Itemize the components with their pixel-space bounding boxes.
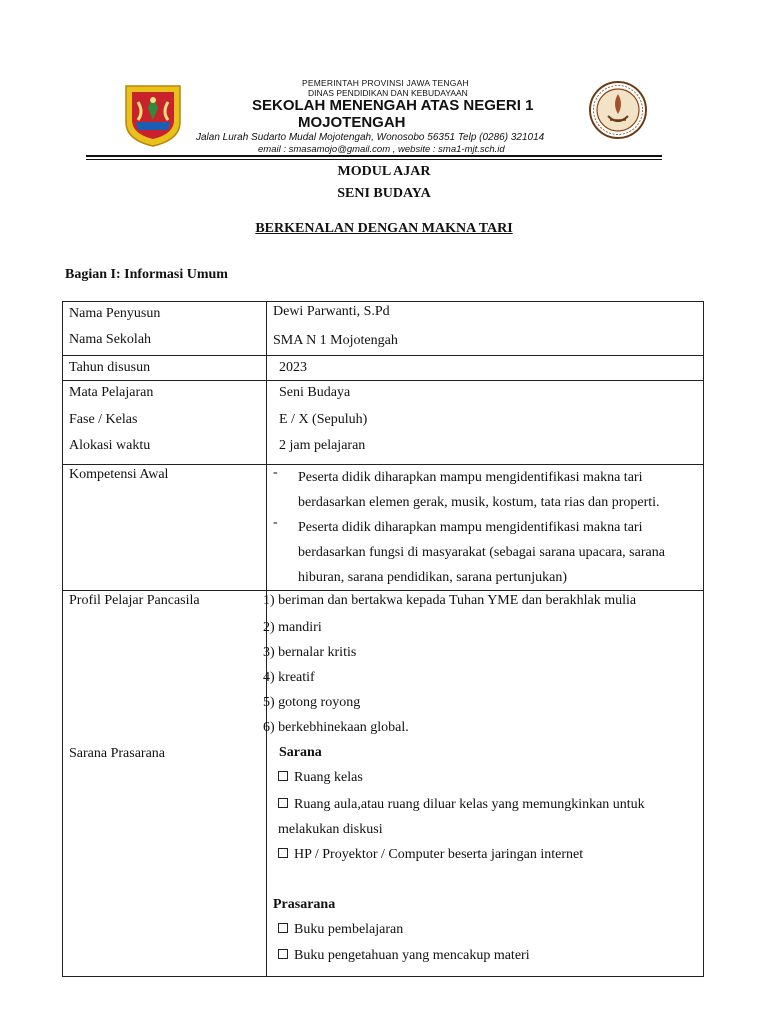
letterhead-government: PEMERINTAH PROVINSI JAWA TENGAH: [302, 78, 469, 88]
table-row: [63, 381, 704, 465]
value-phase-class: E / X (Sepuluh): [279, 411, 368, 427]
sarana-item-1: Ruang kelas: [294, 770, 363, 785]
prasarana-item-2: Buku pengetahuan yang mencakup materi: [294, 947, 530, 963]
label-author: Nama Penyusun: [69, 306, 161, 321]
sarana-item-2: Ruang aula,atau ruang diluar kelas yang memungkinkan untuk melakukan diskusi: [278, 796, 645, 837]
school-emblem-icon: [588, 80, 648, 140]
label-pancasila-profile: Profil Pelajar Pancasila: [69, 593, 200, 608]
letterhead-divider: [86, 155, 662, 157]
checkbox-icon: [278, 848, 288, 858]
sarana-heading: Sarana: [279, 745, 322, 760]
label-year: Tahun disusun: [69, 360, 151, 375]
label-phase-class: Fase / Kelas: [69, 411, 138, 427]
value-subject: Seni Budaya: [279, 385, 351, 400]
profile-item-2: 2) mandiri: [263, 620, 322, 635]
doc-subject: SENI BUDAYA: [337, 186, 431, 201]
list-item: [267, 792, 703, 842]
checkbox-icon: [278, 949, 288, 959]
list-item: [267, 918, 703, 944]
competence-item-1: Peserta didik diharapkan mampu mengidentifikasi makna tari berdasarkan elemen gerak, musik, kostum, tata rias dan properti.: [298, 470, 660, 510]
profile-item-5: 5) gotong royong: [263, 695, 361, 710]
list-item: [267, 843, 703, 869]
profile-item-4: 4) kreatif: [263, 670, 315, 685]
list-item: - Peserta didik diharapkan mampu mengidentifikasi makna tari berdasarkan fungsi di masyarakat (sebagai sarana upacara, sarana hiburan, sarana pendidikan, sarana pertunjukan): [267, 515, 703, 590]
checkbox-icon: [278, 923, 288, 933]
value-author: Dewi Parwanti, S.Pd: [273, 304, 390, 319]
list-item: [267, 944, 703, 970]
table-row: [63, 302, 704, 356]
label-subject: Mata Pelajaran: [69, 385, 154, 400]
label-school: Nama Sekolah: [69, 331, 152, 347]
profile-item-1: 1) beriman dan bertakwa kepada Tuhan YME dan berakhlak mulia: [263, 593, 637, 608]
sarana-item-3: HP / Proyektor / Computer beserta jaringan internet: [294, 846, 584, 862]
province-emblem-icon: [122, 82, 184, 148]
label-initial-competence: Kompetensi Awal: [69, 467, 169, 482]
checkbox-icon: [278, 798, 288, 808]
section-heading: Bagian I: Informasi Umum: [65, 267, 228, 282]
table-row: [63, 356, 704, 381]
general-info-table: [62, 301, 704, 977]
letterhead-school-city: MOJOTENGAH: [298, 114, 406, 131]
label-facilities: Sarana Prasarana: [69, 745, 166, 761]
table-row: [63, 591, 704, 977]
checkbox-icon: [278, 771, 288, 781]
list-item: - Peserta didik diharapkan mampu mengidentifikasi makna tari berdasarkan elemen gerak, musik, kostum, tata rias dan properti.: [267, 465, 703, 515]
label-time-allocation: Alokasi waktu: [69, 438, 151, 453]
profile-item-6: 6) berkebhinekaan global.: [263, 720, 409, 735]
letterhead-address: Jalan Lurah Sudarto Mudal Mojotengah, Wonosobo 56351 Telp (0286) 321014: [196, 132, 545, 143]
table-row: [63, 465, 704, 591]
value-school: SMA N 1 Mojotengah: [273, 332, 398, 348]
doc-topic: BERKENALAN DENGAN MAKNA TARI: [255, 221, 513, 236]
letterhead-contact: email : smasamojo@gmail.com , website : sma1-mjt.sch.id: [258, 144, 505, 155]
profile-item-3: 3) bernalar kritis: [263, 645, 357, 660]
value-time-allocation: 2 jam pelajaran: [279, 438, 366, 453]
prasarana-heading: Prasarana: [273, 897, 336, 912]
letterhead-agency: DINAS PENDIDIKAN DAN KEBUDAYAAN: [308, 88, 468, 98]
list-item: [267, 766, 703, 792]
prasarana-item-1: Buku pembelajaran: [294, 922, 404, 937]
competence-item-2: Peserta didik diharapkan mampu mengidentifikasi makna tari berdasarkan fungsi di masyarakat (sebagai sarana upacara, sarana hiburan, sarana pendidikan, sarana pertunjukan): [298, 520, 665, 585]
doc-title: MODUL AJAR: [337, 164, 431, 179]
letterhead-school-name: SEKOLAH MENENGAH ATAS NEGERI 1: [252, 97, 534, 114]
value-year: 2023: [279, 360, 307, 375]
letterhead-divider-thin: [86, 159, 662, 160]
